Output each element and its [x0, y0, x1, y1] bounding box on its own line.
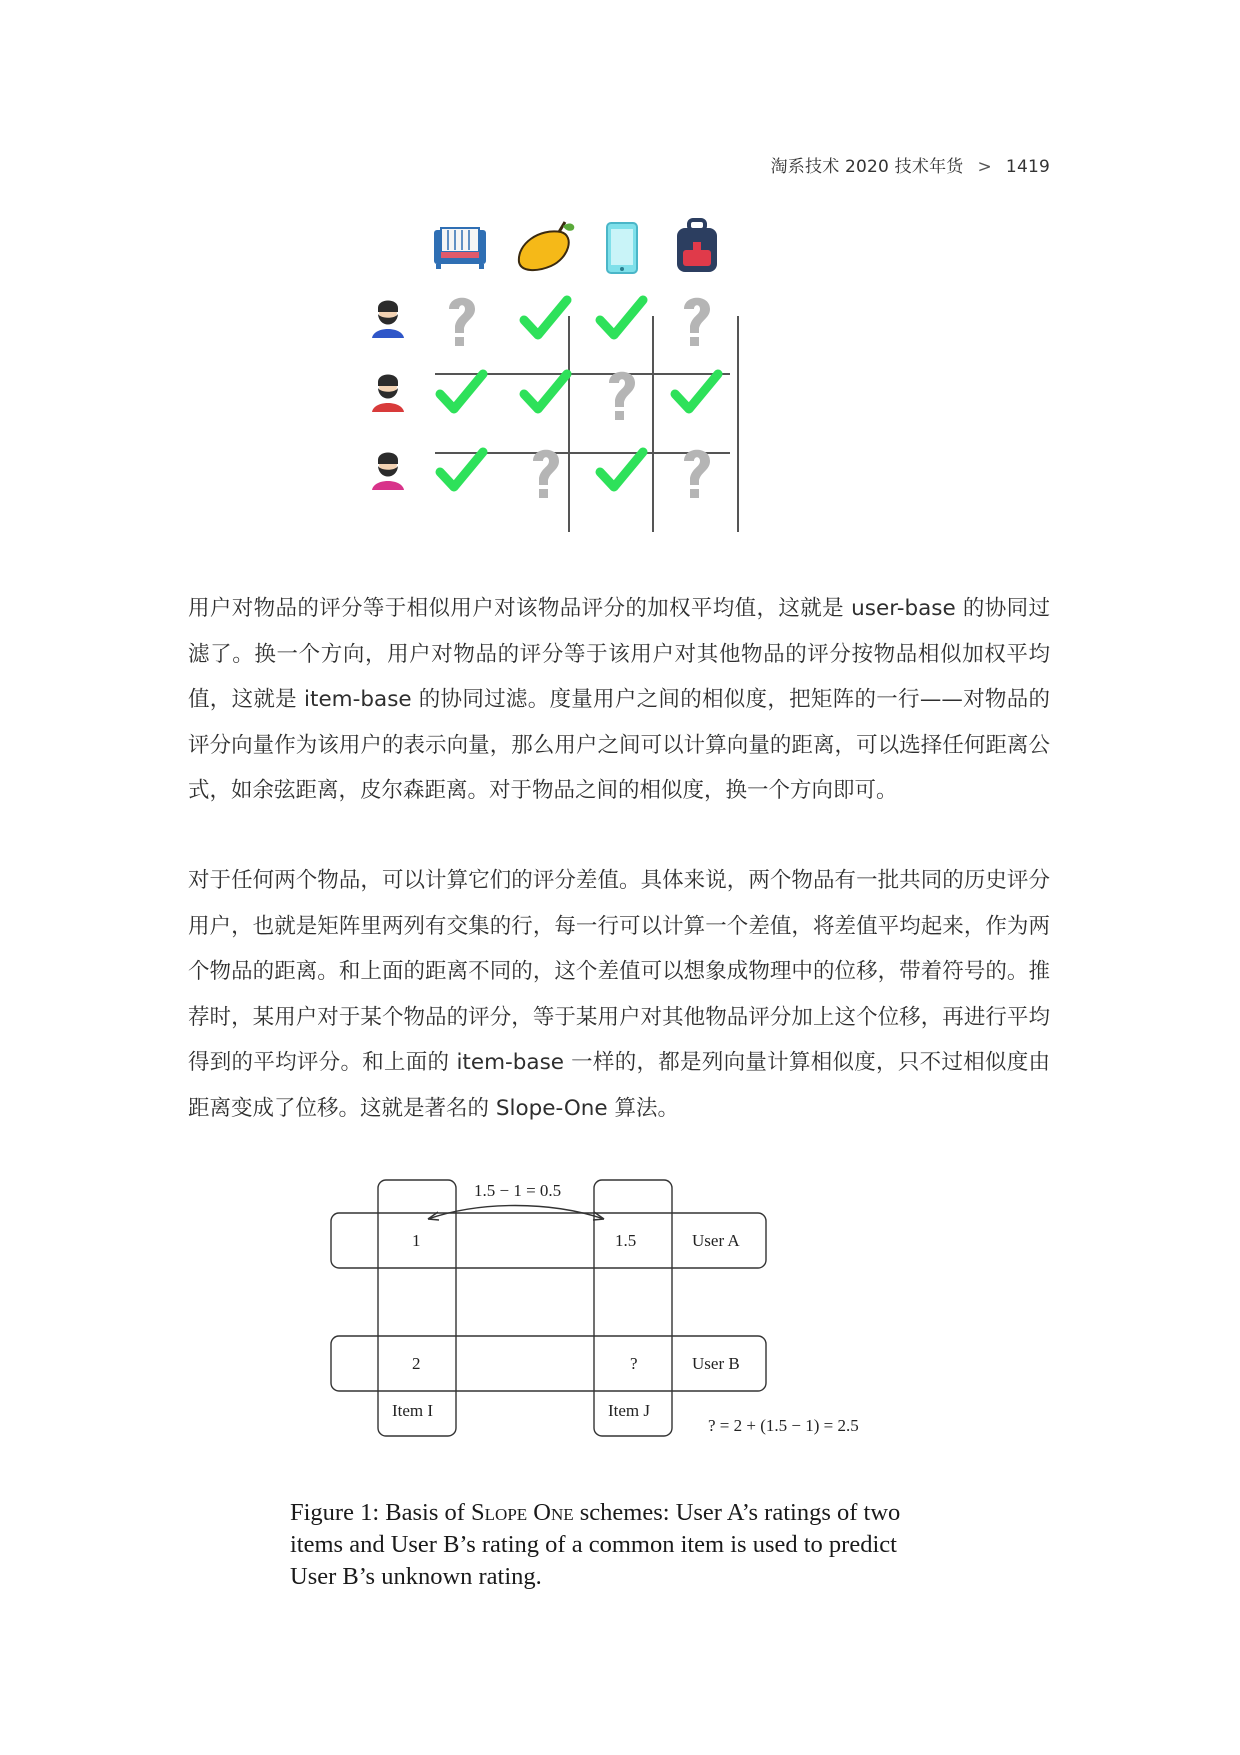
question-icon-r3-c2	[533, 450, 559, 498]
matrix-cells	[440, 298, 718, 498]
paragraph-slope-one: 对于任何两个物品，可以计算它们的评分差值。具体来说，两个物品有一批共同的历史评分用户，也就是矩阵里两列有交集的行，每一行可以计算一个差值，将差值平均起来，作为两个物品的距离。和上面的距离不同的，这个差值可以想象成物理中的位移，带着符号的。推荐时，某用户对于某个物品的评分，等于某用户对其他物品评分加上这个位移，再进行平均得到的平均评分。和上面的 item-base 一样的，都是列向量计算相似度，只不过相似度由距离变成了位移。这就是著名的 Slope-One 算法。	[188, 868, 1050, 1121]
difference-arrow	[428, 1206, 604, 1220]
user-blue-icon	[372, 301, 404, 339]
difference-formula: 1.5 − 1 = 0.5	[474, 1181, 562, 1200]
value-b-i: 2	[412, 1354, 421, 1373]
rating-matrix-figure	[400, 218, 840, 538]
backpack-icon	[677, 220, 717, 272]
question-icon-r3-c4	[684, 450, 710, 498]
check-icon-r1-c3	[600, 300, 643, 335]
label-item-i: Item I	[392, 1401, 434, 1420]
mango-icon	[519, 222, 574, 270]
phone-icon	[607, 223, 637, 273]
prediction-formula: ? = 2 + (1.5 − 1) = 2.5	[708, 1416, 859, 1435]
question-icon-r2-c3	[609, 372, 635, 420]
value-a-i: 1	[412, 1231, 421, 1250]
slope-one-diagram	[320, 1168, 900, 1438]
check-icon-r2-c4	[675, 374, 718, 409]
check-icon-r3-c1	[440, 452, 483, 487]
value-a-j: 1.5	[615, 1231, 637, 1250]
matrix-grid	[435, 316, 738, 532]
page-number: 1419	[1005, 157, 1050, 177]
check-icon-r2-c1	[440, 374, 483, 409]
sofa-icon	[434, 228, 486, 269]
question-icon-r1-c1	[449, 298, 475, 346]
paragraph-collaborative-filtering: 用户对物品的评分等于相似用户对该物品评分的加权平均值，这就是 user-base 的协同过滤了。换一个方向，用户对物品的评分等于该用户对其他物品的评分按物品相似加权平均值，这就是 item-base 的协同过滤。度量用户之间的相似度，把矩阵的一行——对物品的评分向量作为该用户的表示向量，那么用户之间可以计算向量的距离，可以选择任何距离公式，如余弦距离，皮尔森距离。对于物品之间的相似度，换一个方向即可。	[188, 596, 1050, 803]
caption-scheme-name: Slope One	[471, 1499, 574, 1526]
book-title: 淘系技术 2020 技术年货	[770, 157, 964, 177]
figure-caption	[290, 1497, 940, 1593]
label-item-j: Item J	[608, 1401, 651, 1420]
item-i-column	[378, 1180, 456, 1436]
check-icon-r3-c3	[600, 452, 643, 487]
header-separator: >	[977, 157, 992, 177]
user-pink-icon	[372, 453, 404, 491]
caption-rest: schemes: User A’s ratings of two items and User B’s rating of a common item is used to predict User B’s unknown rating.	[290, 1499, 901, 1590]
check-icon-r2-c2	[524, 374, 567, 409]
label-user-a: User A	[692, 1231, 740, 1250]
caption-lead: Figure 1: Basis of	[290, 1499, 472, 1526]
page-header	[771, 152, 1050, 177]
item-j-column	[594, 1180, 672, 1436]
value-b-j: ?	[630, 1354, 638, 1373]
question-icon-r1-c4	[684, 298, 710, 346]
user-red-icon	[372, 375, 404, 413]
label-user-b: User B	[692, 1354, 740, 1373]
check-icon-r1-c2	[524, 300, 567, 335]
